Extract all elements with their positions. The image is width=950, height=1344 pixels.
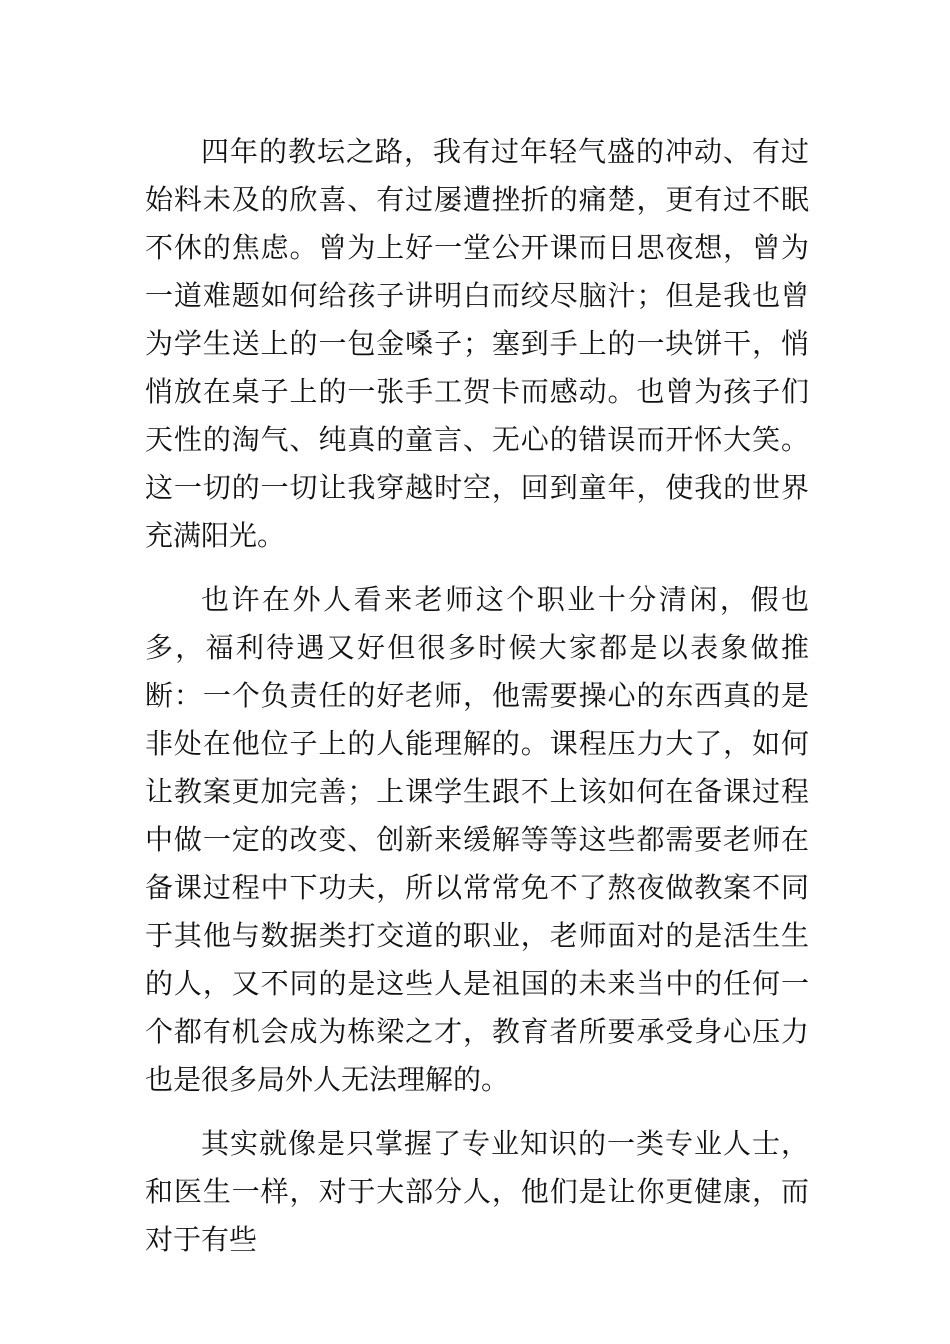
paragraph-teaching-journey: 四年的教坛之路，我有过年轻气盛的冲动、有过始料未及的欣喜、有过屡遭挫折的痛楚，更有过不眠不休的焦虑。曾为上好一堂公开课而日思夜想，曾为一道难题如何给孩子讲明白而绞尽脑汁；但是我也曾为学生送上的一包金嗓子；塞到手上的一块饼干，悄悄放在桌子上的一张手工贺卡而感动。也曾为孩子们天性的淘气、纯真的童言、无心的错误而开怀大笑。这一切的一切让我穿越时空，回到童年，使我的世界充满阳光。 [145, 135, 809, 552]
paragraph-professional-comparison: 其实就像是只掌握了专业知识的一类专业人士，和医生一样，对于大部分人，他们是让你更健康，而对于有些 [145, 1127, 809, 1256]
paragraph-teacher-pressure: 也许在外人看来老师这个职业十分清闲，假也多，福利待遇又好但很多时候大家都是以表象做推断：一个负责任的好老师，他需要操心的东西真的是非处在他位子上的人能理解的。课程压力大了，如何让教案更加完善；上课学生跟不上该如何在备课过程中做一定的改变、创新来缓解等等这些都需要老师在备课过程中下功夫，所以常常免不了熬夜做教案不同于其他与数据类打交道的职业，老师面对的是活生生的人，又不同的是这些人是祖国的未来当中的任何一个都有机会成为栋梁之才，教育者所要承受身心压力也是很多局外人无法理解的。 [145, 583, 809, 1096]
